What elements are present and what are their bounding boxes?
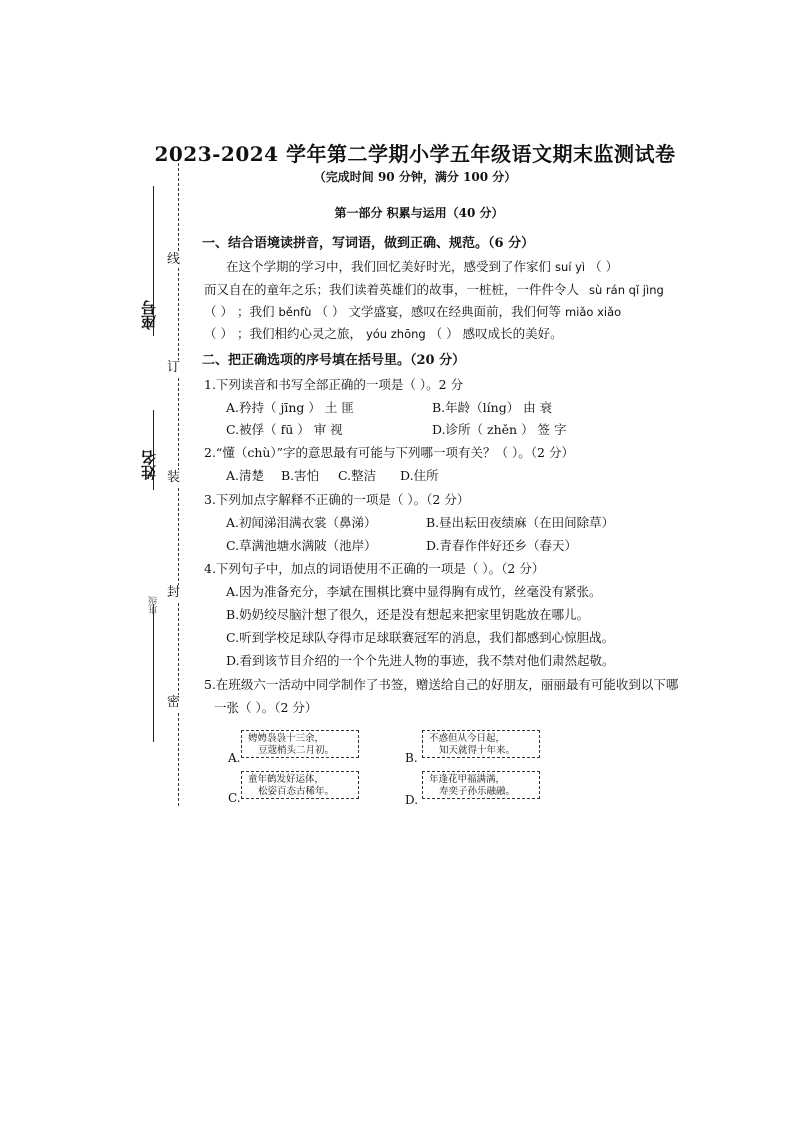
q2-4-option-a: A.因为准备充分，李斌在围棋比赛中显得胸有成竹，丝毫没有紧张。 — [226, 584, 602, 599]
q2-3-option-b: B.昼出耘田夜绩麻（在田间除草） — [426, 515, 615, 530]
q1-line-3 — [204, 302, 621, 320]
q1-l4-text1: ；我们相约心灵之旅， — [236, 326, 362, 341]
binding-char-mi: 密 — [167, 695, 181, 710]
q1-blank-1[interactable]: （ ） — [589, 259, 619, 274]
q1-blank-3[interactable]: （ ） — [315, 304, 345, 319]
q1-l2-text: 而又自在的童年之乐；我们读着英雄们的故事，一桩桩，一件件令人 — [204, 282, 580, 297]
seat-number-label: 座号 — [140, 300, 158, 330]
q2-1-stem: 1.下列读音和书写全部正确的一项是（ ）。2 分 — [204, 377, 464, 392]
q1-l1-text: 在这个学期的学习中，我们回忆美好时光，感受到了作家们 — [226, 259, 552, 274]
q1-l3-text2: 文学盛宴，感叹在经典面前，我们何等 — [348, 304, 561, 319]
q1-blank-4[interactable]: （ ） — [204, 326, 233, 341]
q1-line-2 — [204, 280, 664, 298]
exam-title: 2023-2024 学年第二学期小学五年级语文期末监测试卷 — [154, 142, 676, 166]
q2-2-option-d: D.住所 — [400, 468, 439, 483]
bookmark-option-c — [241, 771, 359, 799]
binding-char-feng: 封 — [167, 585, 181, 600]
q2-2-stem: 2.“懂（chù）”字的意思最有可能与下列哪一项有关？（ ）。（2 分） — [204, 445, 574, 460]
q1-blank-2[interactable]: （ ） — [204, 304, 233, 319]
bookmark-option-d — [422, 771, 540, 799]
q2-2-option-c: C.整洁 — [338, 468, 377, 483]
q2-4-option-b: B.奶奶绞尽脑汁想了很久，还是没有想起来把家里钥匙放在哪儿。 — [226, 607, 590, 622]
q2-1-option-d: D.诊所（ zhěn ） 签 字 — [432, 422, 567, 437]
bookmark-a-line2: 豆蔻梢头二月初。 — [258, 745, 335, 756]
q2-5-label-a: A. — [228, 751, 241, 765]
q2-5-label-d: D. — [405, 793, 419, 807]
q2-3-option-a: A.初闻涕泪满衣裳（鼻涕） — [226, 515, 377, 530]
q2-4-option-d: D.看到该节目介绍的一个个先进人物的事迹，我不禁对他们肃然起敬。 — [226, 653, 615, 668]
section-two-heading: 二、把正确选项的序号填在括号里。（20 分） — [202, 353, 466, 368]
bookmark-d-line1: 年逢花甲福满满， — [429, 774, 506, 785]
q2-5-label-b: B. — [405, 751, 418, 765]
q1-l4-text2: 感叹成长的美好。 — [462, 326, 563, 341]
q2-5-stem-line1: 5.在班级六一活动中同学制作了书签，赠送给自己的好朋友，丽丽最有可能收到以下哪 — [204, 677, 679, 692]
q2-4-stem: 4.下列句子中，加点的词语使用不正确的一项是（ ）。（2 分） — [204, 561, 545, 576]
binding-char-zhuang: 装 — [167, 470, 181, 485]
q2-1-option-a: A.矜持（ jīng ） 土 匪 — [226, 400, 354, 415]
q1-pinyin-suiyi: suí yì — [555, 260, 586, 274]
class-underline — [153, 604, 154, 742]
q1-l3-text1: ；我们 — [236, 304, 275, 319]
binding-char-ding: 订 — [167, 360, 181, 375]
q2-3-option-d: D.青春作伴好还乡（春天） — [426, 538, 578, 553]
q1-blank-5[interactable]: （ ） — [429, 326, 459, 341]
q2-5-label-c: C. — [228, 791, 241, 805]
q2-3-option-c: C.草满池塘水满陂（池岸） — [226, 538, 377, 553]
q1-line-1 — [226, 257, 618, 275]
bookmark-b-line2: 知天就得十年来。 — [439, 745, 516, 756]
part-one-title: 第一部分 积累与运用（40 分） — [334, 206, 504, 220]
q2-1-option-b: B.年龄（líng） 由 衰 — [432, 400, 553, 415]
class-label-faint: 班级 — [149, 596, 159, 614]
q1-line-4 — [204, 324, 563, 342]
q1-pinyin-benfu: běnfù — [278, 305, 312, 319]
bookmark-d-line2: 寿奕子孙乐融融。 — [439, 786, 516, 797]
q2-5-stem-line2: 一张（ ）。（2 分） — [214, 700, 318, 715]
bookmark-option-b — [422, 730, 540, 758]
binding-char-xian: 线 — [167, 252, 181, 267]
bookmark-option-a — [241, 730, 359, 758]
bookmark-c-line1: 童年鹤发好运体， — [248, 774, 325, 785]
q1-pinyin-youzhong: yóu zhōng — [365, 327, 426, 341]
q2-4-option-c: C.听到学校足球队夺得市足球联赛冠军的消息，我们都感到心惊胆战。 — [226, 630, 615, 645]
q1-pinyin-miaoxiao: miǎo xiǎo — [564, 305, 622, 319]
q2-2-option-b: B.害怕 — [281, 468, 320, 483]
bookmark-c-line2: 松姿百态古稀年。 — [258, 786, 335, 797]
q2-1-option-c: C.被俘（ fū ） 审 视 — [226, 422, 343, 437]
q2-2-option-a: A.清楚 — [226, 468, 265, 483]
name-label: 姓名 — [140, 450, 158, 480]
q1-pinyin-suranqijing: sù rán qǐ jìng — [589, 283, 664, 297]
q2-3-stem: 3.下列加点字解释不正确的一项是（ ）。（2 分） — [204, 492, 470, 507]
bookmark-a-line1: 娉娉袅袅十三余， — [248, 733, 325, 744]
exam-subtitle: （完成时间 90 分钟，满分 100 分） — [313, 170, 517, 184]
bookmark-b-line1: 不惑但从今日起， — [429, 733, 506, 744]
section-one-heading: 一、结合语境读拼音，写词语，做到正确、规范。（6 分） — [202, 236, 535, 251]
